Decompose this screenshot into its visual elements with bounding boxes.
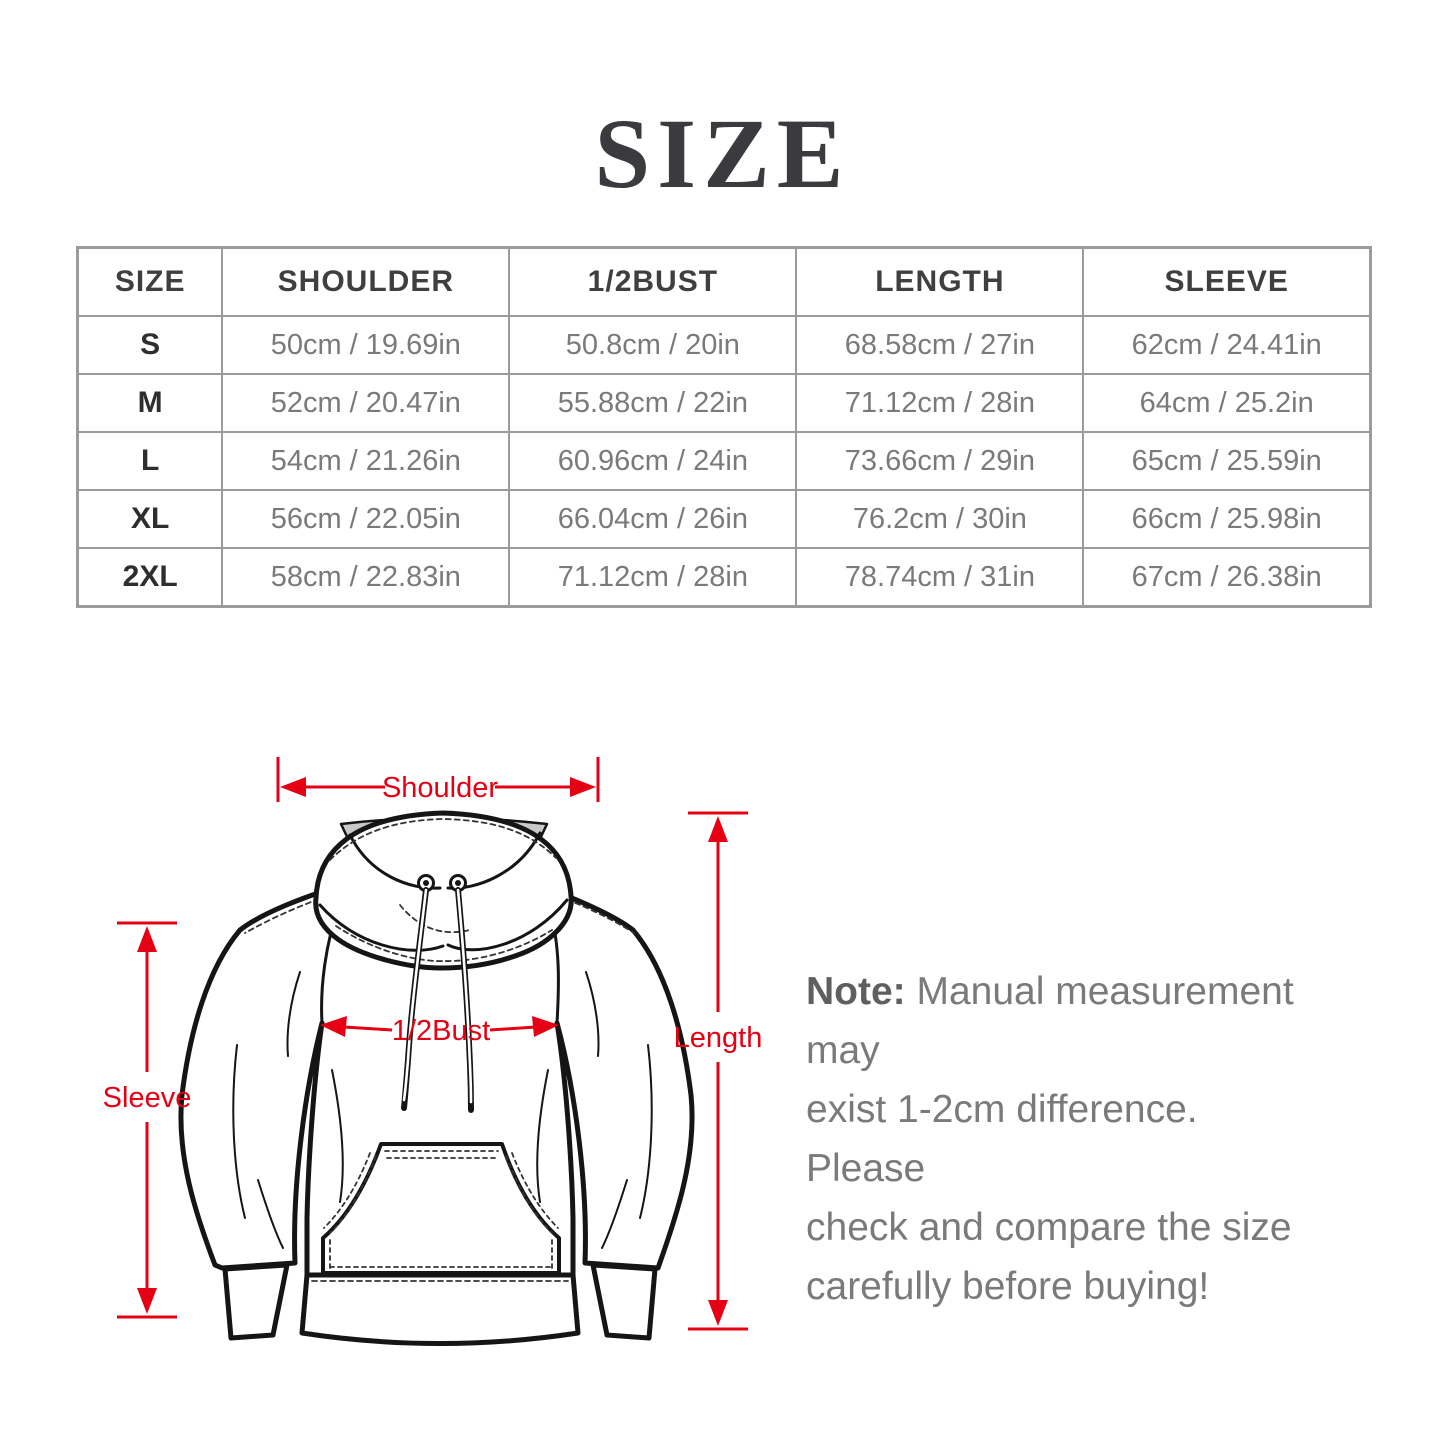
note-line: carefully before buying! — [806, 1265, 1210, 1308]
sleeve-measure — [103, 923, 192, 1317]
shoulder-cell: 56cm / 22.05in — [222, 490, 509, 548]
bust-label: 1/2Bust — [391, 1015, 491, 1047]
cuff-right — [593, 1265, 655, 1338]
hoodie-drawing — [181, 813, 692, 1344]
hoodie-measurement-diagram — [0, 740, 800, 1390]
note-line: exist 1-2cm difference. Please — [806, 1088, 1198, 1190]
note-label: Note: — [806, 970, 906, 1013]
shoulder-label: Shoulder — [381, 772, 499, 804]
table-row — [78, 432, 1371, 490]
page-title: SIZE — [594, 98, 851, 209]
header-size: SIZE — [78, 248, 223, 317]
length-label: Length — [673, 1022, 763, 1054]
size-cell: 2XL — [78, 548, 223, 607]
header-sleeve: SLEEVE — [1083, 248, 1370, 317]
length-cell: 71.12cm / 28in — [796, 374, 1083, 432]
sleeve-cell: 62cm / 24.41in — [1083, 316, 1370, 374]
sleeve-cell: 64cm / 25.2in — [1083, 374, 1370, 432]
length-cell: 78.74cm / 31in — [796, 548, 1083, 607]
shoulder-cell: 54cm / 21.26in — [222, 432, 509, 490]
shoulder-cell: 58cm / 22.83in — [222, 548, 509, 607]
size-table — [76, 246, 1372, 608]
table-row — [78, 316, 1371, 374]
note-line: check and compare the size — [806, 1206, 1292, 1249]
table-header-row — [78, 248, 1371, 317]
table-row — [78, 374, 1371, 432]
length-cell: 73.66cm / 29in — [796, 432, 1083, 490]
length-cell: 76.2cm / 30in — [796, 490, 1083, 548]
bust-cell: 50.8cm / 20in — [509, 316, 796, 374]
sleeve-cell: 65cm / 25.59in — [1083, 432, 1370, 490]
table-row — [78, 548, 1371, 607]
note-text — [806, 962, 1306, 1316]
bust-cell: 66.04cm / 26in — [509, 490, 796, 548]
length-cell: 68.58cm / 27in — [796, 316, 1083, 374]
note-line — [806, 962, 1306, 1080]
shoulder-measure — [278, 757, 598, 804]
table-row — [78, 490, 1371, 548]
sleeve-cell: 66cm / 25.98in — [1083, 490, 1370, 548]
size-cell: M — [78, 374, 223, 432]
header-length: LENGTH — [796, 248, 1083, 317]
size-cell: XL — [78, 490, 223, 548]
size-cell: S — [78, 316, 223, 374]
bust-cell: 60.96cm / 24in — [509, 432, 796, 490]
bust-cell: 71.12cm / 28in — [509, 548, 796, 607]
size-cell: L — [78, 432, 223, 490]
hem-band — [302, 1275, 578, 1344]
header-bust: 1/2BUST — [509, 248, 796, 317]
cuff-left — [225, 1265, 287, 1338]
sleeve-cell: 67cm / 26.38in — [1083, 548, 1370, 607]
shoulder-cell: 50cm / 19.69in — [222, 316, 509, 374]
header-shoulder: SHOULDER — [222, 248, 509, 317]
shoulder-cell: 52cm / 20.47in — [222, 374, 509, 432]
sleeve-label: Sleeve — [102, 1082, 192, 1114]
note-line-text: Manual measurement may — [806, 970, 1294, 1072]
bust-cell: 55.88cm / 22in — [509, 374, 796, 432]
